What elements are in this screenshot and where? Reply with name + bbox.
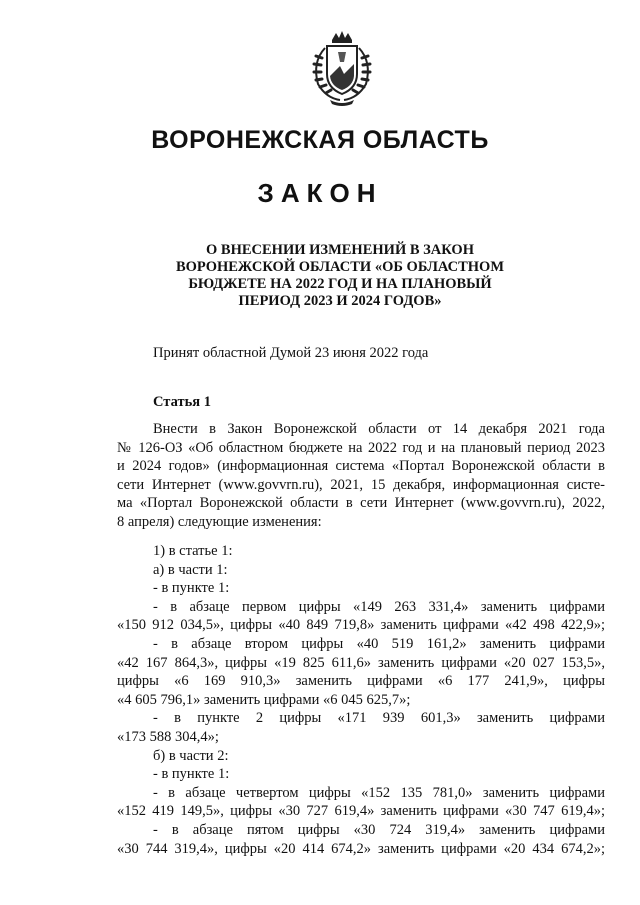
amendment-line: - в абзаце четвертом цифры «152 135 781,0» заменить цифрами <box>153 784 605 801</box>
law-title-line: ПЕРИОД 2023 И 2024 ГОДОВ» <box>238 293 442 309</box>
law-title <box>160 242 520 310</box>
adoption-date: Принят областной Думой 23 июня 2022 года <box>153 345 429 361</box>
amendment-line: «30 744 319,4», цифры «20 414 674,2» заменить цифрами «20 434 674,2»; <box>117 840 605 857</box>
region-title: ВОРОНЕЖСКАЯ ОБЛАСТЬ <box>151 126 489 154</box>
amendment-line: «173 588 304,4»; <box>117 728 219 745</box>
amendment-line: 1) в статье 1: <box>153 543 233 559</box>
coat-of-arms-emblem <box>306 30 378 108</box>
amendment-line: «152 419 149,5», цифры «30 727 619,4» заменить цифрами «30 747 619,4»; <box>117 803 605 820</box>
law-title-line: О ВНЕСЕНИИ ИЗМЕНЕНИЙ В ЗАКОН <box>206 242 474 258</box>
amendment-line: - в абзаце первом цифры «149 263 331,4» заменить цифрами <box>153 598 605 615</box>
paragraph-line: Внести в Закон Воронежской области от 14 декабря 2021 года <box>153 421 605 437</box>
amendments-list <box>117 542 605 858</box>
law-title-line: ВОРОНЕЖСКОЙ ОБЛАСТИ «ОБ ОБЛАСТНОМ <box>175 259 505 275</box>
document-type: ЗАКОН <box>257 178 383 208</box>
article-heading: Статья 1 <box>153 394 211 410</box>
amendment-line: «4 605 796,1» заменить цифрами «6 045 625,7»; <box>117 691 411 708</box>
paragraph-line: № 126-ОЗ «Об областном бюджете на 2022 год и на плановый период 2023 <box>117 439 605 456</box>
amendment-line: - в пункте 2 цифры «171 939 601,3» заменить цифрами <box>153 710 605 727</box>
amendment-line: «42 167 864,3», цифры «19 825 611,6» заменить цифрами «20 027 153,5», <box>117 654 605 671</box>
amendment-line: б) в части 2: <box>153 747 229 764</box>
amendment-line: - в пункте 1: <box>153 766 230 783</box>
amendment-line: - в абзаце пятом цифры «30 724 319,4» заменить цифрами <box>153 821 605 838</box>
amendment-line: «150 912 034,5», цифры «40 849 719,8» заменить цифрами «42 498 422,9»; <box>117 617 605 634</box>
amendment-line: цифры «6 169 910,3» заменить цифрами «6 177 241,9», цифры <box>117 673 605 690</box>
paragraph-line: ма «Портал Воронежской области в сети Интернет (www.govvrn.ru), 2022, <box>117 495 605 512</box>
amendment-line: - в пункте 1: <box>153 580 230 597</box>
law-title-line: БЮДЖЕТЕ НА 2022 ГОД И НА ПЛАНОВЫЙ <box>188 276 492 292</box>
article-intro-paragraph <box>117 420 605 532</box>
paragraph-line: 8 апреля) следующие изменения: <box>117 513 322 530</box>
amendment-line: - в абзаце втором цифры «40 519 161,2» заменить цифрами <box>153 635 605 652</box>
amendment-line: а) в части 1: <box>153 561 228 578</box>
paragraph-line: сети Интернет (www.govvrn.ru), 2021, 15 декабря, информационная систе- <box>117 476 605 493</box>
paragraph-line: и 2024 годов» (информационная система «Портал Воронежской области в <box>117 458 605 475</box>
